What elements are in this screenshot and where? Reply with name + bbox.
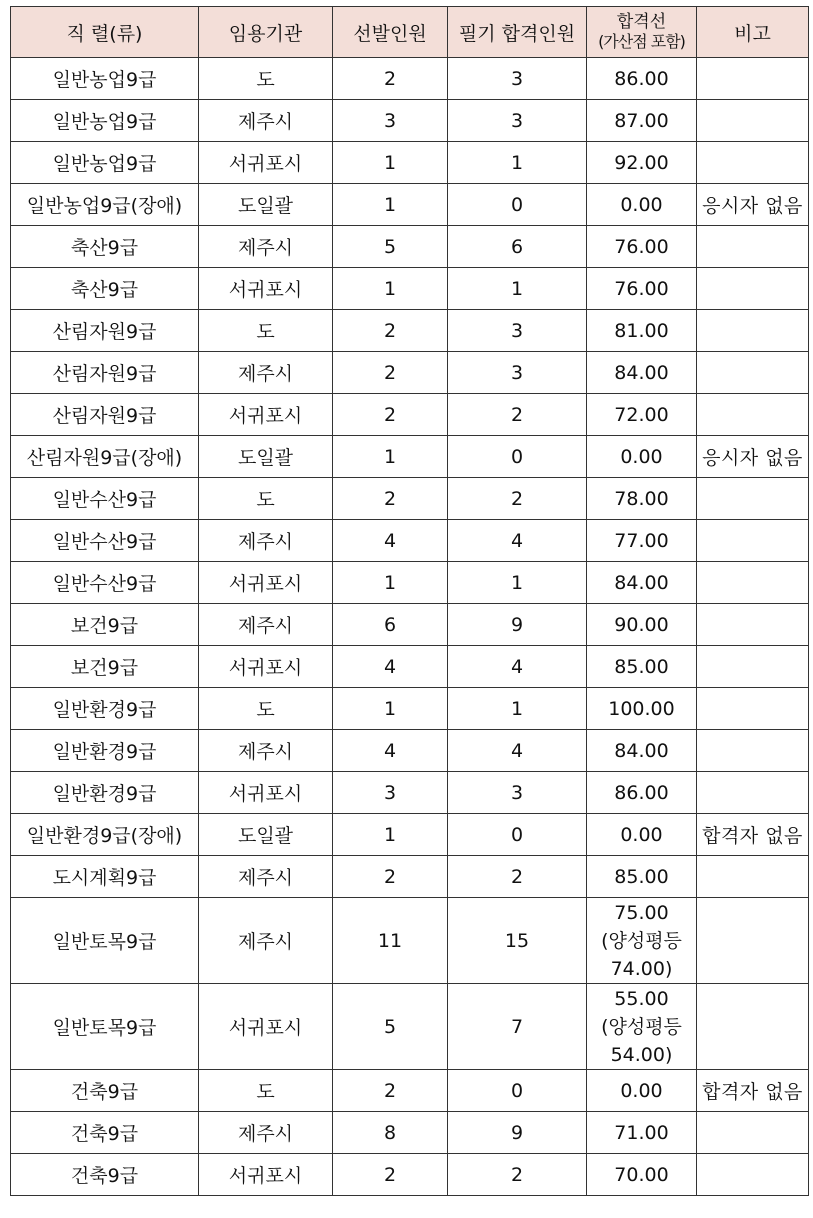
cell-cutoff: 0.00 [587,814,697,856]
cell-cutoff: 86.00 [587,772,697,814]
cell-selected: 1 [333,268,448,310]
cell-cutoff: 100.00 [587,688,697,730]
cell-written-pass: 0 [448,1070,587,1112]
cell-note: 응시자 없음 [697,436,809,478]
cell-note [697,226,809,268]
cell-selected: 1 [333,688,448,730]
cell-agency: 도 [199,688,333,730]
table-row [11,646,809,688]
cell-note [697,898,809,984]
cell-agency: 서귀포시 [199,562,333,604]
cell-position: 일반토목9급 [11,984,199,1070]
cell-selected: 11 [333,898,448,984]
header-cutoff-subtitle: (가산점 포함) [598,32,685,51]
cell-agency: 도 [199,58,333,100]
cutoff-line: (양성평등 [601,929,682,952]
cell-agency: 서귀포시 [199,772,333,814]
cell-agency: 제주시 [199,226,333,268]
cell-selected: 6 [333,604,448,646]
cell-cutoff: 0.00 [587,184,697,226]
cell-written-pass: 1 [448,268,587,310]
cell-agency: 제주시 [199,352,333,394]
table-row [11,352,809,394]
cell-written-pass: 1 [448,688,587,730]
cell-note: 합격자 없음 [697,1070,809,1112]
cutoff-line: 54.00) [610,1043,673,1066]
cell-agency: 도 [199,1070,333,1112]
cell-cutoff: 0.00 [587,436,697,478]
cell-position: 산림자원9급 [11,310,199,352]
cell-agency: 서귀포시 [199,142,333,184]
table-row [11,814,809,856]
cell-selected: 2 [333,58,448,100]
cell-agency: 서귀포시 [199,646,333,688]
cell-written-pass: 2 [448,856,587,898]
cell-agency: 서귀포시 [199,984,333,1070]
table-row [11,688,809,730]
cell-selected: 3 [333,100,448,142]
cell-agency: 도 [199,478,333,520]
cell-position: 축산9급 [11,268,199,310]
cell-cutoff: 70.00 [587,1154,697,1196]
cell-agency: 제주시 [199,730,333,772]
header-written-pass: 필기 합격인원 [448,7,587,58]
cell-written-pass: 1 [448,142,587,184]
cell-note [697,604,809,646]
header-cutoff-title: 합격선 [616,12,667,32]
table-row [11,730,809,772]
table-row [11,394,809,436]
table-row [11,604,809,646]
cell-position: 일반환경9급 [11,730,199,772]
cell-note [697,856,809,898]
cell-written-pass: 3 [448,772,587,814]
cell-selected: 2 [333,310,448,352]
cell-written-pass: 3 [448,352,587,394]
cell-note [697,1154,809,1196]
cell-note [697,646,809,688]
header-position: 직 렬(류) [11,7,199,58]
cell-cutoff: 71.00 [587,1112,697,1154]
table-row [11,856,809,898]
table-row [11,478,809,520]
cell-position: 도시계획9급 [11,856,199,898]
cell-position: 일반환경9급 [11,688,199,730]
cell-written-pass: 2 [448,478,587,520]
cell-written-pass: 9 [448,604,587,646]
cell-written-pass: 0 [448,814,587,856]
cell-written-pass: 6 [448,226,587,268]
cell-written-pass: 4 [448,730,587,772]
cell-cutoff: 90.00 [587,604,697,646]
cell-written-pass: 2 [448,1154,587,1196]
cell-cutoff: 76.00 [587,226,697,268]
cell-note [697,352,809,394]
cell-agency: 제주시 [199,100,333,142]
cell-selected: 3 [333,772,448,814]
cell-agency: 도일괄 [199,814,333,856]
cell-note: 합격자 없음 [697,814,809,856]
cell-position: 건축9급 [11,1154,199,1196]
cell-note [697,100,809,142]
cell-note [697,310,809,352]
table-row [11,58,809,100]
cell-agency: 제주시 [199,898,333,984]
cutoff-line: 75.00 [614,901,669,924]
cell-cutoff: 0.00 [587,1070,697,1112]
cell-position: 일반농업9급 [11,58,199,100]
cell-selected: 2 [333,352,448,394]
table-row [11,142,809,184]
cell-written-pass: 0 [448,436,587,478]
cell-note [697,394,809,436]
cell-position: 일반농업9급(장애) [11,184,199,226]
cell-written-pass: 3 [448,58,587,100]
cell-cutoff: 85.00 [587,856,697,898]
table-row [11,268,809,310]
header-cutoff [587,7,697,58]
cell-note [697,688,809,730]
cell-position: 건축9급 [11,1070,199,1112]
cell-note [697,984,809,1070]
cell-position: 보건9급 [11,646,199,688]
cell-selected: 4 [333,730,448,772]
table-row [11,1070,809,1112]
table-row [11,772,809,814]
cell-note [697,772,809,814]
cell-selected: 2 [333,856,448,898]
table-row [11,226,809,268]
table-row [11,310,809,352]
table-row [11,436,809,478]
table-row [11,562,809,604]
table-header [11,7,809,58]
cell-cutoff: 92.00 [587,142,697,184]
table-row [11,100,809,142]
table-row [11,984,809,1070]
cell-note [697,562,809,604]
cell-selected: 2 [333,1070,448,1112]
cell-note [697,142,809,184]
cell-note [697,730,809,772]
cell-position: 일반수산9급 [11,562,199,604]
cell-position: 일반농업9급 [11,100,199,142]
cell-written-pass: 15 [448,898,587,984]
cell-agency: 서귀포시 [199,268,333,310]
cell-cutoff: 84.00 [587,352,697,394]
cell-position: 일반수산9급 [11,520,199,562]
cell-note [697,478,809,520]
cell-selected: 2 [333,1154,448,1196]
table-row [11,1154,809,1196]
cell-selected: 1 [333,184,448,226]
cell-cutoff: 87.00 [587,100,697,142]
table-row [11,898,809,984]
cell-cutoff: 81.00 [587,310,697,352]
header-selected: 선발인원 [333,7,448,58]
cell-agency: 제주시 [199,604,333,646]
cell-cutoff [587,898,697,984]
cutoff-line: (양성평등 [601,1015,682,1038]
cell-agency: 서귀포시 [199,394,333,436]
cell-position: 일반토목9급 [11,898,199,984]
cell-written-pass: 3 [448,100,587,142]
cell-cutoff: 72.00 [587,394,697,436]
cell-selected: 8 [333,1112,448,1154]
cell-note [697,58,809,100]
cell-position: 일반수산9급 [11,478,199,520]
cell-selected: 1 [333,436,448,478]
cell-position: 건축9급 [11,1112,199,1154]
cell-selected: 5 [333,984,448,1070]
cell-agency: 제주시 [199,1112,333,1154]
table-row [11,1112,809,1154]
cell-written-pass: 3 [448,310,587,352]
cell-agency: 제주시 [199,856,333,898]
cutoff-line: 74.00) [610,957,673,980]
cell-position: 일반환경9급 [11,772,199,814]
cell-note [697,268,809,310]
cell-agency: 도일괄 [199,184,333,226]
cell-written-pass: 1 [448,562,587,604]
cell-cutoff: 84.00 [587,562,697,604]
cell-written-pass: 4 [448,646,587,688]
cell-written-pass: 9 [448,1112,587,1154]
cell-position: 일반농업9급 [11,142,199,184]
cell-cutoff: 76.00 [587,268,697,310]
cell-selected: 1 [333,562,448,604]
cell-note [697,520,809,562]
cell-position: 산림자원9급(장애) [11,436,199,478]
cell-selected: 4 [333,646,448,688]
cell-cutoff: 85.00 [587,646,697,688]
cell-selected: 5 [333,226,448,268]
table-row [11,184,809,226]
cell-note [697,1112,809,1154]
cell-written-pass: 7 [448,984,587,1070]
cell-position: 축산9급 [11,226,199,268]
cell-agency: 도 [199,310,333,352]
header-note: 비고 [697,7,809,58]
cell-cutoff: 84.00 [587,730,697,772]
cutoff-line: 55.00 [614,987,669,1010]
cell-selected: 2 [333,394,448,436]
results-table [10,6,809,1196]
cell-selected: 1 [333,814,448,856]
cell-position: 산림자원9급 [11,352,199,394]
cell-written-pass: 4 [448,520,587,562]
cell-position: 산림자원9급 [11,394,199,436]
cell-cutoff: 77.00 [587,520,697,562]
cell-agency: 서귀포시 [199,1154,333,1196]
cell-note: 응시자 없음 [697,184,809,226]
table-row [11,520,809,562]
cell-position: 일반환경9급(장애) [11,814,199,856]
cell-written-pass: 2 [448,394,587,436]
cell-cutoff: 86.00 [587,58,697,100]
cell-agency: 제주시 [199,520,333,562]
cell-selected: 4 [333,520,448,562]
header-row [11,7,809,58]
cell-cutoff: 78.00 [587,478,697,520]
cell-agency: 도일괄 [199,436,333,478]
cell-written-pass: 0 [448,184,587,226]
cell-cutoff [587,984,697,1070]
cell-position: 보건9급 [11,604,199,646]
header-agency: 임용기관 [199,7,333,58]
cell-selected: 1 [333,142,448,184]
table-body [11,58,809,1196]
cell-selected: 2 [333,478,448,520]
